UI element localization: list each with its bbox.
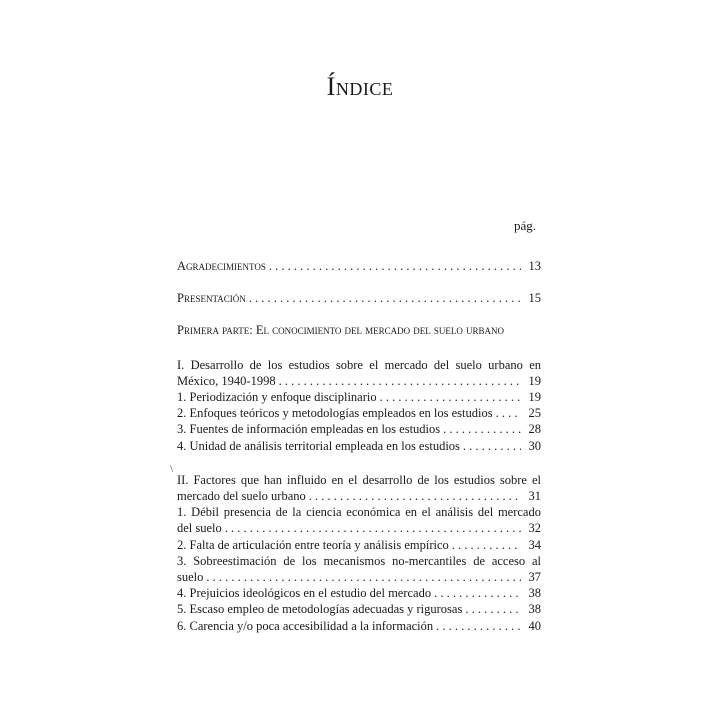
toc-page-number: 31 [528,489,541,504]
toc-entry-label: del suelo [177,521,222,536]
toc-entry[interactable] [177,585,541,601]
toc-entry[interactable] [177,618,541,634]
dot-leader [431,585,521,601]
toc-page-number: 15 [528,291,541,306]
toc-page-number: 25 [528,406,541,421]
toc-entry[interactable] [177,488,541,504]
dot-leader [222,520,521,536]
toc-page-number: 13 [528,259,541,273]
toc-entry-label: suelo [177,570,204,585]
toc-entry[interactable] [177,438,541,454]
dot-leader [377,389,521,405]
toc-page-number: 38 [528,602,541,617]
toc-entry-label: 1. Periodización y enfoque disciplinario [177,390,377,405]
toc-entry-label: 2. Falta de articulación entre teoría y análisis empírico [177,537,449,552]
page-title: Índice [326,72,394,101]
margin-mark: \ [170,463,174,475]
toc-page-number: 37 [528,570,541,585]
chapter-title[interactable]: II. Factores que han influido en el desarrollo de los estudios sobre el [177,472,541,487]
toc-entry[interactable] [177,537,541,553]
dot-leader [440,421,521,437]
page-column-label: pág. [514,218,537,233]
toc-entry-label: 3. Fuentes de información empleadas en los estudios [177,422,441,437]
dot-leader [276,373,521,389]
toc-entry-label: 4. Prejuicios ideológicos en el estudio del mercado [177,586,432,601]
toc-page-number: 40 [528,618,541,633]
toc-page-number: 32 [528,521,541,536]
dot-leader [306,488,521,504]
toc-entry-label: 6. Carencia y/o poca accesibilidad a la información [177,618,434,633]
toc-entry-label: 5. Escaso empleo de metodologías adecuadas y rigurosas [177,602,463,617]
toc-page-number: 30 [528,438,541,453]
dot-leader [203,569,521,585]
toc-entry[interactable] [177,373,541,389]
dot-leader [460,438,521,454]
chapter-title[interactable]: I. Desarrollo de los estudios sobre el mercado del suelo urbano en [177,357,541,372]
part-heading: Primera parte: El conocimiento del mercado del suelo urbano [177,323,505,338]
toc-entry-label: Presentación [177,291,246,306]
dot-leader [449,537,521,553]
toc-entry[interactable] [177,389,541,405]
toc-entry-label[interactable]: 1. Débil presencia de la ciencia económica en el análisis del mercado [177,505,541,520]
toc-entry[interactable] [177,290,541,306]
toc-entry[interactable] [177,569,541,585]
toc-entry-label[interactable]: 3. Sobreestimación de los mecanismos no-mercantiles de acceso al [177,553,541,568]
dot-leader [462,601,521,617]
dot-leader [246,290,521,306]
toc-page-number: 19 [528,373,541,388]
toc-page-number: 38 [528,586,541,601]
toc-page-number: 34 [528,537,541,552]
toc-entry[interactable] [177,258,541,274]
toc-entry-label: mercado del suelo urbano [177,489,306,504]
toc-entry-label: México, 1940-1998 [177,373,276,388]
dot-leader [493,405,521,421]
toc-entry[interactable] [177,405,541,421]
toc-page-number: 19 [528,390,541,405]
table-of-contents [177,258,541,634]
toc-entry[interactable] [177,421,541,437]
toc-entry[interactable] [177,601,541,617]
toc-entry-label: 4. Unidad de análisis territorial empleada en los estudios [177,438,460,453]
dot-leader [266,258,521,274]
toc-entry-label: 2. Enfoques teóricos y metodologías empleados en los estudios [177,406,493,421]
toc-page-number: 28 [528,422,541,437]
toc-entry-label: Agradecimientos [177,259,266,273]
dot-leader [433,618,521,634]
toc-entry[interactable] [177,520,541,536]
